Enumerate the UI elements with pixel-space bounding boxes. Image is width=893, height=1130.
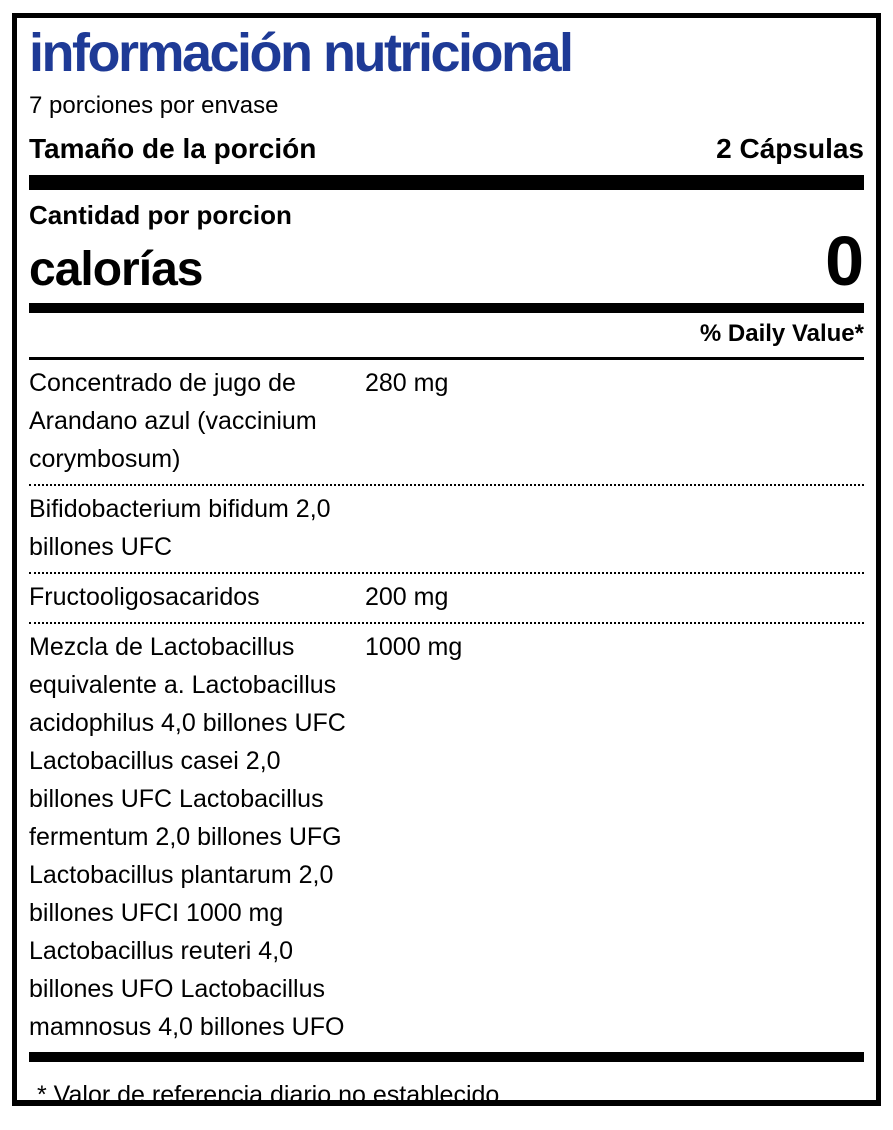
separator-bar-bottom: [29, 1052, 864, 1062]
footnote: * Valor de referencia diario no establecido.: [37, 1080, 507, 1109]
nutrient-name: Concentrado de jugo de Arandano azul (vaccinium corymbosum): [29, 368, 317, 473]
calories-label: calorías: [29, 242, 203, 296]
nutrient-amount: 1000 mg: [365, 632, 463, 661]
nutrient-name: Bifidobacterium bifidum 2,0 billones UFC: [29, 494, 331, 561]
calories-row: [29, 221, 864, 300]
serving-size-value: 2 Cápsulas: [716, 133, 864, 165]
amount-per-serving-label: Cantidad por porcion: [29, 199, 292, 230]
table-row: [29, 624, 864, 1052]
table-row: [29, 574, 864, 624]
table-row: [29, 486, 864, 574]
nutrient-table: [29, 360, 864, 1052]
table-row: [29, 360, 864, 486]
serving-size-label: Tamaño de la porción: [29, 133, 317, 165]
servings-per-container: 7 porciones por envase: [29, 92, 279, 120]
separator-bar-medium: [29, 303, 864, 313]
nutrient-name: Mezcla de Lactobacillus equivalente a. Lactobacillus acidophilus 4,0 billones UFC Lactobacillus casei 2,0 billones UFC Lactobacillus fermentum 2,0 billones UFG Lactobacillus plantarum 2,0 billones UFCI 1000 mg Lactobacillus reuteri 4,0 billones UFO Lactobacillus mamnosus 4,0 billones UFO: [29, 632, 346, 1041]
nutrient-amount: 200 mg: [365, 582, 449, 611]
calories-value: 0: [825, 221, 864, 300]
nutrient-amount: 280 mg: [365, 368, 449, 397]
daily-value-header: % Daily Value*: [29, 313, 864, 360]
serving-size-row: [29, 132, 864, 166]
separator-bar-thick: [29, 175, 864, 190]
nutrition-facts-panel: [12, 13, 881, 1109]
nutrient-name: Fructooligosacaridos: [29, 582, 260, 611]
page-title: información nutricional: [29, 23, 572, 83]
